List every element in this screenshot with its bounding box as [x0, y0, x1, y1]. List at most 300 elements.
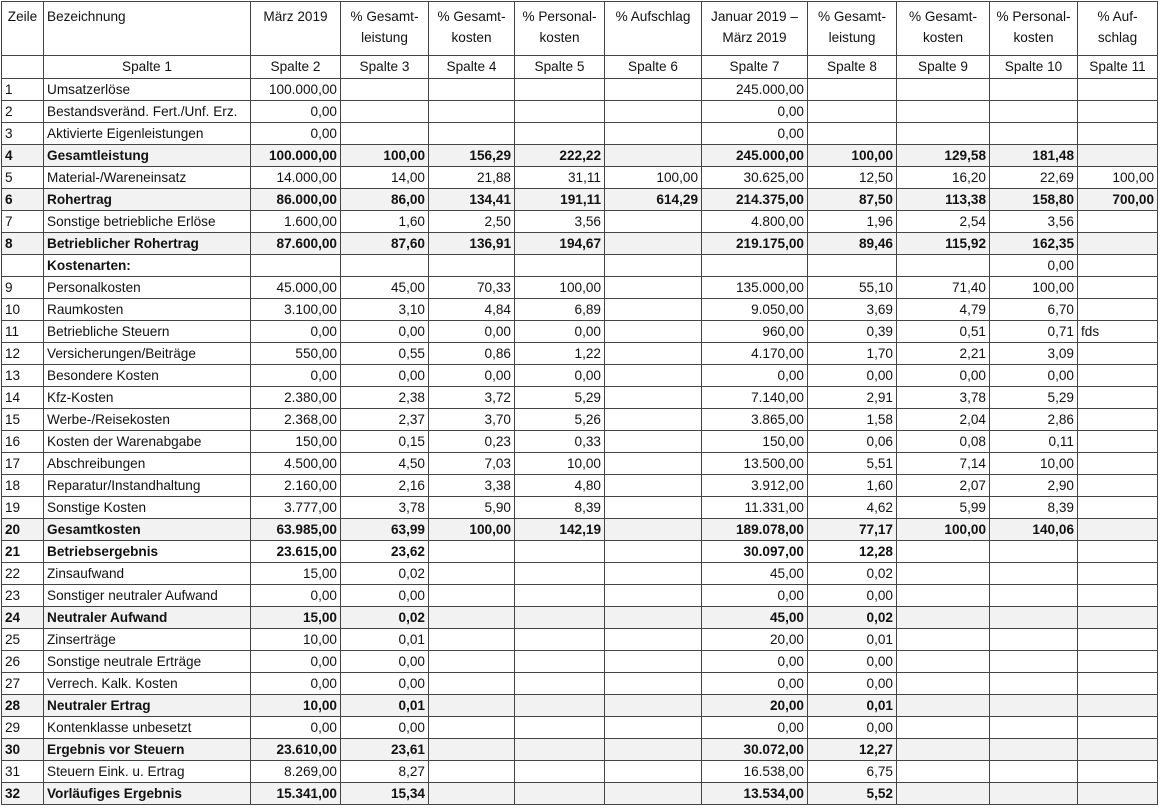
value-cell: 23,61: [341, 739, 429, 761]
value-cell: [897, 255, 990, 277]
value-cell: 15.341,00: [251, 783, 341, 805]
value-cell: 134,41: [429, 189, 515, 211]
value-cell: 115,92: [897, 233, 990, 255]
value-cell: 3,56: [990, 211, 1078, 233]
value-cell: [605, 541, 702, 563]
value-cell: [990, 607, 1078, 629]
value-cell: 22,69: [990, 167, 1078, 189]
value-cell: 0,00: [341, 585, 429, 607]
row-number: 27: [2, 673, 44, 695]
value-cell: 189.078,00: [702, 519, 808, 541]
value-cell: 0,00: [341, 673, 429, 695]
value-cell: 7.140,00: [702, 387, 808, 409]
row-label: Steuern Eink. u. Ertrag: [44, 761, 251, 783]
table-row: [2, 101, 1158, 123]
table-row: [2, 145, 1158, 167]
value-cell: [515, 717, 605, 739]
value-cell: 3,38: [429, 475, 515, 497]
header-pct-gesamtkosten-kum: % Gesamt-kosten: [897, 2, 990, 56]
value-cell: [1078, 585, 1158, 607]
header-pct-aufschlag-kum: % Auf-schlag: [1078, 2, 1158, 56]
value-cell: 0,00: [251, 321, 341, 343]
value-cell: 0,00: [251, 673, 341, 695]
value-cell: [1078, 299, 1158, 321]
value-cell: 140,06: [990, 519, 1078, 541]
value-cell: 45,00: [341, 277, 429, 299]
table-row: [2, 123, 1158, 145]
value-cell: [1078, 233, 1158, 255]
value-cell: [1078, 409, 1158, 431]
table-row: [2, 739, 1158, 761]
spalte-label: Spalte 5: [515, 56, 605, 79]
value-cell: [605, 101, 702, 123]
value-cell: 150,00: [702, 431, 808, 453]
value-cell: 156,29: [429, 145, 515, 167]
row-number: 19: [2, 497, 44, 519]
value-cell: [429, 101, 515, 123]
row-label: Gesamtleistung: [44, 145, 251, 167]
value-cell: 181,48: [990, 145, 1078, 167]
row-number: [2, 255, 44, 277]
value-cell: 2,38: [341, 387, 429, 409]
row-label: Kostenarten:: [44, 255, 251, 277]
value-cell: [1078, 277, 1158, 299]
value-cell: 0,00: [702, 651, 808, 673]
row-number: 21: [2, 541, 44, 563]
value-cell: 16,20: [897, 167, 990, 189]
value-cell: [897, 79, 990, 101]
value-cell: [897, 783, 990, 805]
row-label: Neutraler Aufwand: [44, 607, 251, 629]
value-cell: [990, 761, 1078, 783]
value-cell: 86.000,00: [251, 189, 341, 211]
value-cell: 4,80: [515, 475, 605, 497]
value-cell: 100,00: [990, 277, 1078, 299]
value-cell: [605, 739, 702, 761]
value-cell: 0,00: [702, 365, 808, 387]
row-label: Reparatur/Instandhaltung: [44, 475, 251, 497]
table-row: [2, 695, 1158, 717]
row-label: Zinserträge: [44, 629, 251, 651]
value-cell: 0,02: [808, 563, 897, 585]
value-cell: 5,29: [990, 387, 1078, 409]
value-cell: [429, 739, 515, 761]
value-cell: 100,00: [897, 519, 990, 541]
header-jan-maerz-2019: Januar 2019 – März 2019: [702, 2, 808, 56]
value-cell: [515, 607, 605, 629]
value-cell: 6,70: [990, 299, 1078, 321]
value-cell: 0,11: [990, 431, 1078, 453]
value-cell: 3.912,00: [702, 475, 808, 497]
value-cell: 12,27: [808, 739, 897, 761]
value-cell: 135.000,00: [702, 277, 808, 299]
value-cell: 2,90: [990, 475, 1078, 497]
value-cell: 6,89: [515, 299, 605, 321]
value-cell: 214.375,00: [702, 189, 808, 211]
row-number: 32: [2, 783, 44, 805]
value-cell: 3,78: [341, 497, 429, 519]
header-pct-aufschlag: % Aufschlag: [605, 2, 702, 56]
value-cell: 0,15: [341, 431, 429, 453]
value-cell: 0,00: [251, 717, 341, 739]
header-pct-personalkosten-kum: % Personal-kosten: [990, 2, 1078, 56]
value-cell: 0,00: [429, 365, 515, 387]
value-cell: [605, 563, 702, 585]
value-cell: [1078, 695, 1158, 717]
value-cell: 100.000,00: [251, 145, 341, 167]
row-label: Material-/Wareneinsatz: [44, 167, 251, 189]
value-cell: 15,00: [251, 563, 341, 585]
value-cell: [429, 717, 515, 739]
value-cell: [515, 79, 605, 101]
value-cell: 2,50: [429, 211, 515, 233]
row-number: 3: [2, 123, 44, 145]
value-cell: [1078, 651, 1158, 673]
value-cell: [897, 123, 990, 145]
value-cell: [605, 717, 702, 739]
value-cell: 0,00: [341, 651, 429, 673]
row-label: Aktivierte Eigenleistungen: [44, 123, 251, 145]
value-cell: 3.777,00: [251, 497, 341, 519]
row-number: 25: [2, 629, 44, 651]
value-cell: 71,40: [897, 277, 990, 299]
value-cell: 7,03: [429, 453, 515, 475]
value-cell: 0,02: [341, 607, 429, 629]
value-cell: 70,33: [429, 277, 515, 299]
value-cell: [897, 673, 990, 695]
value-cell: [515, 541, 605, 563]
row-number: 23: [2, 585, 44, 607]
value-cell: 8,27: [341, 761, 429, 783]
value-cell: 0,00: [251, 365, 341, 387]
value-cell: 5,52: [808, 783, 897, 805]
value-cell: [515, 101, 605, 123]
table-row: [2, 255, 1158, 277]
value-cell: [605, 321, 702, 343]
value-cell: 5,90: [429, 497, 515, 519]
value-cell: 142,19: [515, 519, 605, 541]
value-cell: [429, 255, 515, 277]
value-cell: 0,00: [341, 717, 429, 739]
row-number: 16: [2, 431, 44, 453]
header-row: [2, 2, 1158, 56]
row-label: Betrieblicher Rohertrag: [44, 233, 251, 255]
table-row: [2, 717, 1158, 739]
value-cell: [429, 783, 515, 805]
value-cell: [897, 607, 990, 629]
value-cell: 8,39: [515, 497, 605, 519]
value-cell: [1078, 497, 1158, 519]
value-cell: [429, 673, 515, 695]
row-number: 9: [2, 277, 44, 299]
value-cell: 15,34: [341, 783, 429, 805]
value-cell: [605, 365, 702, 387]
value-cell: [605, 453, 702, 475]
value-cell: 23,62: [341, 541, 429, 563]
value-cell: 3.100,00: [251, 299, 341, 321]
value-cell: 0,00: [897, 365, 990, 387]
value-cell: 23.615,00: [251, 541, 341, 563]
value-cell: 162,35: [990, 233, 1078, 255]
value-cell: 2,86: [990, 409, 1078, 431]
value-cell: [1078, 519, 1158, 541]
table-row: [2, 79, 1158, 101]
value-cell: 1,58: [808, 409, 897, 431]
value-cell: [605, 255, 702, 277]
value-cell: 0,01: [341, 695, 429, 717]
value-cell: 0,00: [251, 123, 341, 145]
value-cell: [990, 541, 1078, 563]
value-cell: 13.534,00: [702, 783, 808, 805]
value-cell: [605, 431, 702, 453]
value-cell: [1078, 739, 1158, 761]
value-cell: 77,17: [808, 519, 897, 541]
value-cell: [897, 585, 990, 607]
value-cell: [515, 761, 605, 783]
spalte-label: [2, 56, 44, 79]
spalte-label: Spalte 10: [990, 56, 1078, 79]
row-label: Verrech. Kalk. Kosten: [44, 673, 251, 695]
table-row: [2, 783, 1158, 805]
value-cell: 0,00: [429, 321, 515, 343]
value-cell: 2.368,00: [251, 409, 341, 431]
value-cell: 2.160,00: [251, 475, 341, 497]
value-cell: [990, 673, 1078, 695]
value-cell: [429, 651, 515, 673]
value-cell: [1078, 761, 1158, 783]
value-cell: [990, 695, 1078, 717]
row-label: Gesamtkosten: [44, 519, 251, 541]
value-cell: 86,00: [341, 189, 429, 211]
value-cell: [990, 563, 1078, 585]
value-cell: 3,78: [897, 387, 990, 409]
value-cell: [990, 101, 1078, 123]
value-cell: 0,71: [990, 321, 1078, 343]
value-cell: 245.000,00: [702, 145, 808, 167]
row-number: 5: [2, 167, 44, 189]
value-cell: 11.331,00: [702, 497, 808, 519]
row-number: 2: [2, 101, 44, 123]
value-cell: 15,00: [251, 607, 341, 629]
value-cell: [1078, 717, 1158, 739]
value-cell: 0,00: [341, 365, 429, 387]
value-cell: 5,99: [897, 497, 990, 519]
table-row: [2, 651, 1158, 673]
value-cell: [605, 79, 702, 101]
row-number: 7: [2, 211, 44, 233]
table-row: [2, 761, 1158, 783]
table-body: [2, 79, 1158, 805]
value-cell: [1078, 101, 1158, 123]
value-cell: [515, 783, 605, 805]
row-label: Umsatzerlöse: [44, 79, 251, 101]
value-cell: [990, 123, 1078, 145]
value-cell: [429, 541, 515, 563]
value-cell: [429, 695, 515, 717]
value-cell: [605, 387, 702, 409]
spalte-label: Spalte 8: [808, 56, 897, 79]
value-cell: [515, 563, 605, 585]
header-pct-gesamtleistung: % Gesamt-leistung: [341, 2, 429, 56]
value-cell: 1,70: [808, 343, 897, 365]
value-cell: 3,10: [341, 299, 429, 321]
table-row: [2, 519, 1158, 541]
value-cell: 2,21: [897, 343, 990, 365]
value-cell: [341, 123, 429, 145]
value-cell: [897, 541, 990, 563]
value-cell: 20,00: [702, 629, 808, 651]
value-cell: 7,14: [897, 453, 990, 475]
header-pct-personalkosten: % Personal-kosten: [515, 2, 605, 56]
value-cell: 10,00: [990, 453, 1078, 475]
value-cell: 0,00: [702, 123, 808, 145]
row-label: Zinsaufwand: [44, 563, 251, 585]
value-cell: [605, 123, 702, 145]
value-cell: [990, 783, 1078, 805]
value-cell: [808, 101, 897, 123]
value-cell: [990, 585, 1078, 607]
value-cell: [341, 79, 429, 101]
table-row: [2, 563, 1158, 585]
value-cell: 4.800,00: [702, 211, 808, 233]
value-cell: 63,99: [341, 519, 429, 541]
value-cell: 4,50: [341, 453, 429, 475]
row-label: Sonstiger neutraler Aufwand: [44, 585, 251, 607]
value-cell: 87.600,00: [251, 233, 341, 255]
value-cell: [429, 607, 515, 629]
row-number: 24: [2, 607, 44, 629]
table-row: [2, 387, 1158, 409]
value-cell: 0,00: [251, 651, 341, 673]
value-cell: [605, 475, 702, 497]
value-cell: 14.000,00: [251, 167, 341, 189]
value-cell: 100,00: [341, 145, 429, 167]
row-label: Besondere Kosten: [44, 365, 251, 387]
value-cell: [1078, 475, 1158, 497]
row-number: 11: [2, 321, 44, 343]
table-row: [2, 409, 1158, 431]
table-row: [2, 299, 1158, 321]
row-label: Personalkosten: [44, 277, 251, 299]
value-cell: [429, 123, 515, 145]
spalte-label: Spalte 11: [1078, 56, 1158, 79]
value-cell: 1,60: [341, 211, 429, 233]
header-zeile: Zeile: [2, 2, 44, 56]
table-row: [2, 233, 1158, 255]
row-number: 10: [2, 299, 44, 321]
row-number: 22: [2, 563, 44, 585]
value-cell: [1078, 453, 1158, 475]
table-row: [2, 343, 1158, 365]
value-cell: 194,67: [515, 233, 605, 255]
spalte-label: Spalte 9: [897, 56, 990, 79]
table-row: [2, 365, 1158, 387]
value-cell: [515, 673, 605, 695]
value-cell: 222,22: [515, 145, 605, 167]
row-number: 28: [2, 695, 44, 717]
value-cell: [897, 739, 990, 761]
value-cell: [1078, 541, 1158, 563]
value-cell: [515, 629, 605, 651]
value-cell: 3.865,00: [702, 409, 808, 431]
table-row: [2, 673, 1158, 695]
table-row: [2, 585, 1158, 607]
value-cell: 700,00: [1078, 189, 1158, 211]
spalten-row: [2, 56, 1158, 79]
row-label: Sonstige betriebliche Erlöse: [44, 211, 251, 233]
table-row: [2, 475, 1158, 497]
table-row: [2, 497, 1158, 519]
value-cell: 16.538,00: [702, 761, 808, 783]
row-label: Werbe-/Reisekosten: [44, 409, 251, 431]
spalte-label: Spalte 2: [251, 56, 341, 79]
value-cell: [515, 255, 605, 277]
value-cell: 0,02: [808, 607, 897, 629]
value-cell: 4,79: [897, 299, 990, 321]
value-cell: [605, 519, 702, 541]
row-label: Kontenklasse unbesetzt: [44, 717, 251, 739]
value-cell: 4,62: [808, 497, 897, 519]
value-cell: [429, 629, 515, 651]
value-cell: 1.600,00: [251, 211, 341, 233]
value-cell: 10,00: [251, 629, 341, 651]
value-cell: 550,00: [251, 343, 341, 365]
row-number: 18: [2, 475, 44, 497]
value-cell: 8.269,00: [251, 761, 341, 783]
value-cell: [515, 585, 605, 607]
value-cell: 1,22: [515, 343, 605, 365]
value-cell: [897, 563, 990, 585]
value-cell: 6,75: [808, 761, 897, 783]
value-cell: [605, 497, 702, 519]
value-cell: 0,00: [808, 585, 897, 607]
value-cell: 0,06: [808, 431, 897, 453]
value-cell: [1078, 387, 1158, 409]
table-row: [2, 453, 1158, 475]
value-cell: [515, 695, 605, 717]
value-cell: 23.610,00: [251, 739, 341, 761]
row-number: 31: [2, 761, 44, 783]
header-maerz-2019: März 2019: [251, 2, 341, 56]
value-cell: [1078, 211, 1158, 233]
row-number: 13: [2, 365, 44, 387]
value-cell: 100.000,00: [251, 79, 341, 101]
value-cell: [808, 123, 897, 145]
value-cell: [605, 299, 702, 321]
value-cell: 63.985,00: [251, 519, 341, 541]
value-cell: 45.000,00: [251, 277, 341, 299]
value-cell: 1,96: [808, 211, 897, 233]
value-cell: [515, 123, 605, 145]
spalte-label: Spalte 6: [605, 56, 702, 79]
value-cell: [990, 739, 1078, 761]
value-cell: [515, 739, 605, 761]
row-number: 17: [2, 453, 44, 475]
value-cell: fds: [1078, 321, 1158, 343]
value-cell: 2,54: [897, 211, 990, 233]
value-cell: [897, 629, 990, 651]
spalte-label: Spalte 7: [702, 56, 808, 79]
header-pct-gesamtkosten: % Gesamt-kosten: [429, 2, 515, 56]
value-cell: 12,50: [808, 167, 897, 189]
value-cell: 10,00: [515, 453, 605, 475]
value-cell: [429, 585, 515, 607]
value-cell: 0,00: [808, 717, 897, 739]
table-row: [2, 167, 1158, 189]
value-cell: [605, 629, 702, 651]
value-cell: 2,04: [897, 409, 990, 431]
value-cell: [1078, 145, 1158, 167]
